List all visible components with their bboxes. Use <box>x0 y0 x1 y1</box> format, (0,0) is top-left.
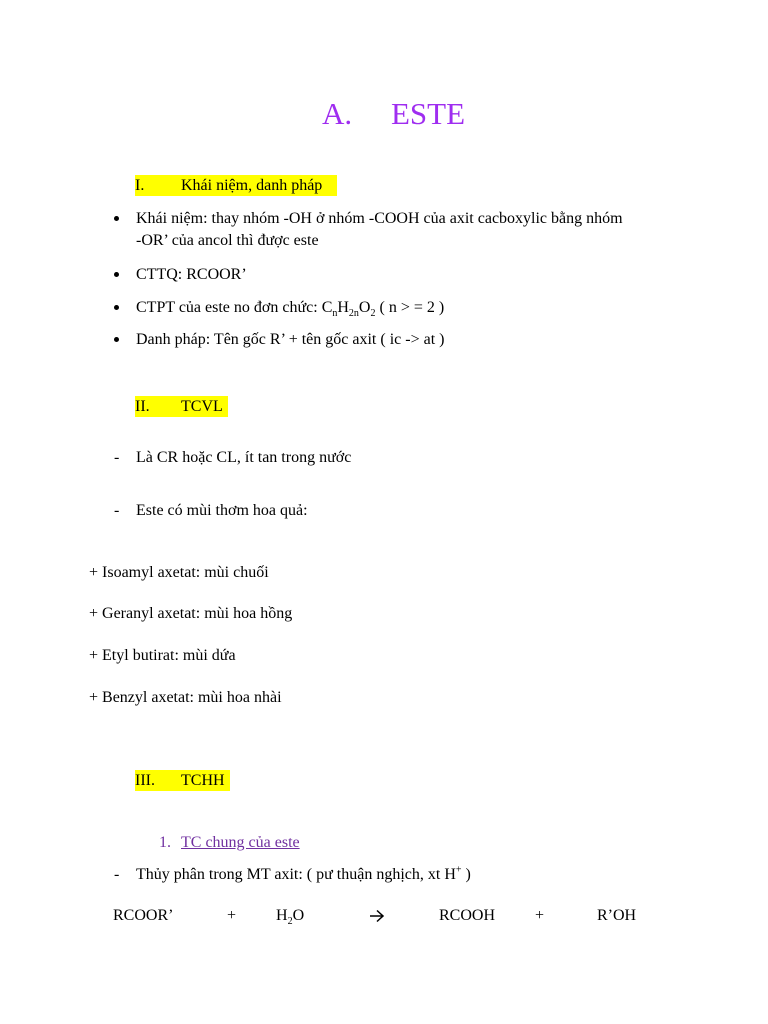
title-text: ESTE <box>391 96 466 131</box>
reaction-arrow-icon <box>369 909 385 923</box>
hydrolysis-sup: + <box>455 864 462 876</box>
dash-icon: - <box>114 449 120 466</box>
bullet-icon <box>114 305 119 310</box>
subsection-1-number: 1. <box>159 834 171 851</box>
eq-product-1: RCOOH <box>439 907 496 924</box>
bullet-concept-line-2: -OR’ của ancol thì được este <box>136 232 319 249</box>
eq-plus-1: + <box>227 907 237 924</box>
water-sub: 2 <box>287 916 293 928</box>
physical-property-2: Este có mùi thơm hoa quả: <box>136 502 308 519</box>
eq-reactant-2 <box>276 905 304 927</box>
formula-h: H <box>337 299 349 316</box>
section-1-title: Khái niệm, danh pháp <box>181 177 323 194</box>
subsection-1-link[interactable]: TC chung của este <box>181 834 300 851</box>
document-title <box>0 94 768 134</box>
bullet-icon <box>114 337 119 342</box>
bullet-concept-line-1: Khái niệm: thay nhóm -OH ở nhóm -COOH của axit cacboxylic bằng nhóm <box>136 210 623 227</box>
section-2-heading <box>135 396 228 417</box>
water-h: H <box>276 907 288 924</box>
eq-plus-2: + <box>535 907 545 924</box>
formula-sub-2n: 2n <box>348 308 359 320</box>
bullet-icon <box>114 272 119 277</box>
section-1-heading <box>135 175 337 196</box>
hydrolysis-suffix: ) <box>461 866 471 883</box>
section-1-number: I. <box>135 177 145 194</box>
bullet-molecular-formula <box>136 297 444 319</box>
bullet-nomenclature: Danh pháp: Tên gốc R’ + tên gốc axit ( ic -> at ) <box>136 331 445 348</box>
formula-o: O <box>358 299 371 316</box>
subsection-1-heading[interactable] <box>159 832 300 854</box>
section-2-number: II. <box>135 398 150 415</box>
scent-item: + Etyl butirat: mùi dứa <box>89 647 236 664</box>
formula-sub-n: n <box>332 308 338 320</box>
molecular-formula-suffix: ( n > = 2 ) <box>375 299 445 316</box>
physical-property-1: Là CR hoặc CL, ít tan trong nước <box>136 449 352 466</box>
molecular-formula-prefix: CTPT của este no đơn chức: C <box>136 299 333 316</box>
section-3-title: TCHH <box>181 772 225 789</box>
section-3-number: III. <box>135 772 155 789</box>
eq-reactant-1: RCOOR’ <box>113 907 174 924</box>
scent-item: + Benzyl axetat: mùi hoa nhài <box>89 689 282 706</box>
hydrolysis-prefix: Thủy phân trong MT axit: ( pư thuận nghịch, xt H <box>136 866 456 883</box>
scent-item: + Geranyl axetat: mùi hoa hồng <box>89 605 293 622</box>
title-number: A. <box>322 96 353 131</box>
section-2-title: TCVL <box>181 398 223 415</box>
formula-sub-2: 2 <box>370 308 376 320</box>
section-3-heading <box>135 770 230 791</box>
bullet-icon <box>114 216 119 221</box>
hydrolysis-acid <box>136 864 471 886</box>
dash-icon: - <box>114 866 120 883</box>
bullet-general-formula: CTTQ: RCOOR’ <box>136 266 247 283</box>
dash-icon: - <box>114 502 120 519</box>
water-o: O <box>292 907 305 924</box>
scent-item: + Isoamyl axetat: mùi chuối <box>89 564 269 581</box>
eq-product-2: R’OH <box>597 907 637 924</box>
